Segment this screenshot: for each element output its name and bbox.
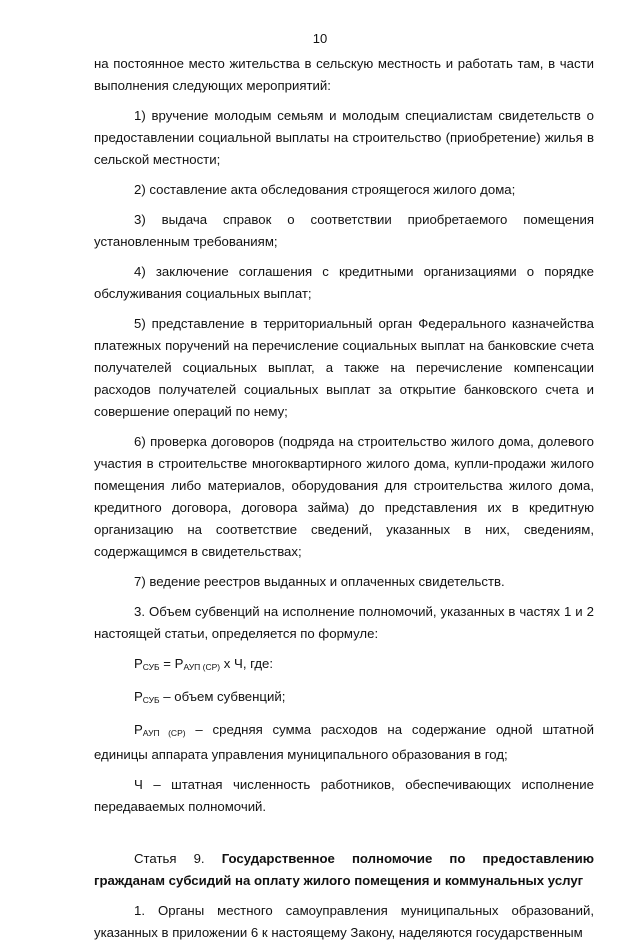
formula-tail: х Ч, где: [220,656,274,671]
paragraph-part-3: 3. Объем субвенций на исполнение полномочий, указанных в частях 1 и 2 настоящей статьи, определяется по формуле: [94,604,594,641]
formula-symbol: Р [134,656,143,671]
formula-equals: = [159,656,175,671]
definition-text: – средняя сумма расходов на содержание одной штатной единицы аппарата управления муниципального образования в год; [94,722,594,762]
definition-subvention [94,686,594,711]
formula-symbol: Р [134,689,143,704]
formula-subscript: СУБ [142,662,160,672]
list-item-5: 5) представление в территориальный орган Федерального казначейства платежных поручений на перечисление социальных выплат на банковские счета получателей социальных выплат, а также на перечисление компенсации расходов получателей социальных выплат за открытие банковского счета и совершение операций по нему; [94,316,594,419]
formula-line [94,653,594,678]
article-paragraph-1: 1. Органы местного самоуправления муниципальных образований, указанных в приложении 6 к настоящему Закону, наделяются государственным [94,903,594,940]
paragraph-intro: на постоянное место жительства в сельскую местность и работать там, в части выполнения следующих мероприятий: [94,56,594,93]
list-item-3: 3) выдача справок о соответствии приобретаемого помещения установленным требованиям; [94,212,594,249]
formula-subscript: АУП (СР) [183,662,221,672]
list-item-4: 4) заключение соглашения с кредитными организациями о порядке обслуживания социальных выплат; [94,264,594,301]
list-item-7: 7) ведение реестров выданных и оплаченных свидетельств. [134,574,505,589]
definition-text: – объем субвенций; [159,689,286,704]
formula-subscript: СУБ [142,695,160,705]
formula-symbol: Р [134,722,143,737]
page-number: 10 [312,31,328,46]
list-item-6: 6) проверка договоров (подряда на строительство жилого дома, долевого участия в строительстве многоквартирного жилого дома, купли-продажи жилого помещения либо материалов, оборудования для строительства жилого дома, кредитного договора, договора займа) до представления их в кредитную организацию на соответствие сведений, указанных в них, сведениям, содержащимся в свидетельствах; [94,434,594,559]
definition-average-cost [94,719,594,766]
formula-subscript: АУП (СР) [142,728,186,738]
article-title: Государственное полномочие по предоставлению гражданам субсидий на оплату жилого помещения и коммунальных услуг [94,851,594,888]
formula-symbol: Р [174,656,184,671]
list-item-2: 2) составление акта обследования строящегося жилого дома; [134,182,516,197]
article-heading [94,848,594,892]
list-item-1: 1) вручение молодым семьям и молодым специалистам свидетельств о предоставлении социальной выплаты на строительство (приобретение) жилья в сельской местности; [94,108,594,167]
article-label: Статья 9. [134,851,222,866]
definition-staff-count: Ч – штатная численность работников, обеспечивающих исполнение передаваемых полномочий. [94,777,594,814]
document-body [94,53,594,952]
